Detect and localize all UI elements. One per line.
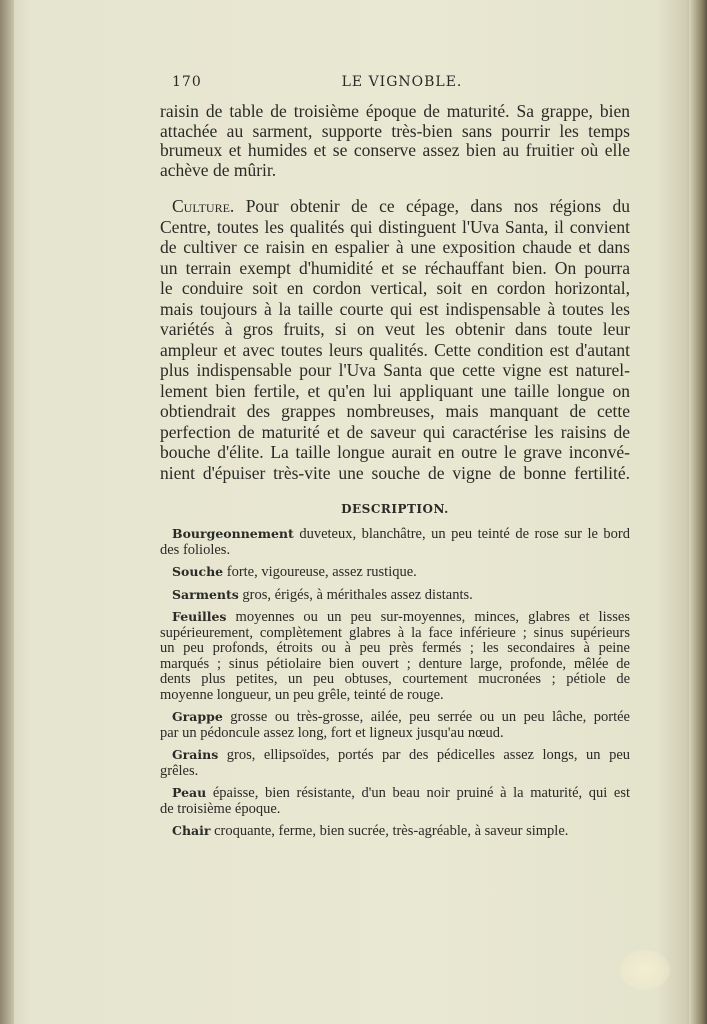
entry-text: grosse ou très-grosse, ailée, peu serrée ou un peu lâche, portée bbox=[230, 709, 630, 725]
entry-text: forte, vigoureuse, assez rustique. bbox=[226, 564, 417, 580]
paper-stain bbox=[620, 950, 670, 990]
text-line: dents plus petites, un peu obtuses, courtement mucronées ; pétiole de bbox=[160, 671, 630, 687]
text-line: lement bien fertile, et qu'en lui appliquant une taille longue on bbox=[160, 380, 630, 401]
description-entry bbox=[160, 564, 630, 581]
entry-text: épaisse, bien résistante, d'un beau noir pruiné à la maturité, qui est bbox=[212, 785, 631, 801]
text-line: moyenne longueur, un peu grêle, teinté de rouge. bbox=[160, 686, 444, 703]
description-list bbox=[160, 526, 630, 846]
description-entry bbox=[160, 526, 630, 558]
page-left-edge bbox=[0, 0, 14, 1024]
page-number: 170 bbox=[172, 74, 202, 90]
description-entry bbox=[160, 747, 630, 779]
entry-term: Chair bbox=[172, 823, 211, 838]
entry-text: gros, érigés, à mérithales assez distants. bbox=[242, 586, 473, 603]
text-line: plus indispensable pour l'Uva Santa que cette vigne est naturel- bbox=[160, 360, 630, 380]
text-line bbox=[160, 564, 630, 581]
text-line bbox=[160, 587, 630, 604]
entry-text: duveteux, blanchâtre, un peu teinté de rose sur le bord bbox=[299, 526, 631, 542]
paragraph-continuation bbox=[160, 102, 630, 180]
culture-paragraph bbox=[160, 196, 630, 483]
description-entry bbox=[160, 709, 630, 741]
text-line bbox=[160, 609, 630, 626]
text-line: de troisième époque. bbox=[160, 800, 281, 817]
text-fragment: Pour obtenir de ce cépage, dans nos régions du bbox=[245, 196, 631, 216]
entry-term: Bourgeonnement bbox=[172, 526, 294, 541]
text-line bbox=[160, 709, 630, 726]
text-line: raisin de table de troisième époque de maturité. Sa grappe, bien bbox=[160, 101, 630, 121]
text-line: un terrain exempt d'humidité et se réchauffant bien. On pourra bbox=[160, 257, 630, 278]
entry-term: Grappe bbox=[172, 709, 223, 724]
entry-term: Grains bbox=[172, 747, 219, 762]
entry-text: gros, ellipsoïdes, portés par des pédicelles assez longs, un peu bbox=[226, 747, 631, 763]
text-line bbox=[160, 747, 630, 764]
description-entry bbox=[160, 823, 630, 840]
text-line: brumeux et humides et se conserve assez bien au fruitier où elle bbox=[160, 140, 630, 160]
book-binding-edge bbox=[689, 0, 707, 1024]
text-line: attachée au sarment, supporte très-bien sans pourrir les temps bbox=[160, 120, 630, 141]
text-line: de cultiver ce raisin en espalier à une exposition chaude et dans bbox=[160, 237, 630, 257]
text-line: variétés à gros fruits, si on veut les obtenir dans toute leur bbox=[160, 319, 630, 339]
entry-term: Peau bbox=[172, 785, 207, 800]
description-entry bbox=[160, 609, 630, 703]
text-line: obtiendrait des grappes nombreuses, mais manquant de cette bbox=[160, 401, 630, 421]
description-entry bbox=[160, 785, 630, 817]
text-line: marqués ; sinus pétiolaire bien ouvert ; denture large, profonde, mêlée de bbox=[160, 655, 630, 672]
entry-term: Souche bbox=[172, 564, 224, 579]
running-title: LE VIGNOBLE. bbox=[341, 74, 463, 90]
entry-term: Feuilles bbox=[172, 609, 227, 624]
text-line: mais toujours à la taille courte qui est indispensable à toutes les bbox=[160, 298, 630, 319]
section-heading: DESCRIPTION. bbox=[341, 502, 449, 516]
entry-text: croquante, ferme, bien sucrée, très-agréable, à saveur simple. bbox=[214, 823, 569, 839]
entry-term: Sarments bbox=[172, 586, 239, 602]
text-line: bouche d'élite. La taille longue aurait en outre le grave inconvé- bbox=[160, 442, 630, 462]
text-line: nient d'épuiser très-vite une souche de vigne de bonne fertilité. bbox=[160, 462, 630, 483]
text-line: perfection de maturité et de saveur qui caractérise les raisins de bbox=[160, 421, 630, 442]
text-line: Centre, toutes les qualités qui distinguent l'Uva Santa, il convient bbox=[160, 216, 630, 237]
text-line: ampleur et avec toutes leurs qualités. Cette condition est d'autant bbox=[160, 339, 630, 360]
text-line: des folioles. bbox=[160, 541, 231, 558]
text-line bbox=[160, 785, 630, 802]
text-line bbox=[160, 526, 630, 543]
text-line: par un pédoncule assez long, fort et ligneux jusqu'au nœud. bbox=[160, 724, 504, 741]
text-line bbox=[160, 823, 630, 840]
text-line bbox=[160, 196, 630, 217]
text-line: le conduire soit en cordon vertical, soit en cordon horizontal, bbox=[160, 278, 630, 298]
entry-text: moyennes ou un peu sur-moyennes, minces, glabres et lisses bbox=[235, 609, 630, 625]
text-line: supérieurement, complètement glabres à la face inférieure ; sinus supérieurs bbox=[160, 624, 630, 641]
text-line: un peu profonds, étroits ou à peu près fermés ; les secondaires à peine bbox=[160, 640, 630, 656]
text-line: grêles. bbox=[160, 762, 199, 779]
text-line: achève de mûrir. bbox=[160, 159, 277, 180]
culture-label: Culture. bbox=[172, 196, 235, 216]
description-entry bbox=[160, 587, 630, 604]
